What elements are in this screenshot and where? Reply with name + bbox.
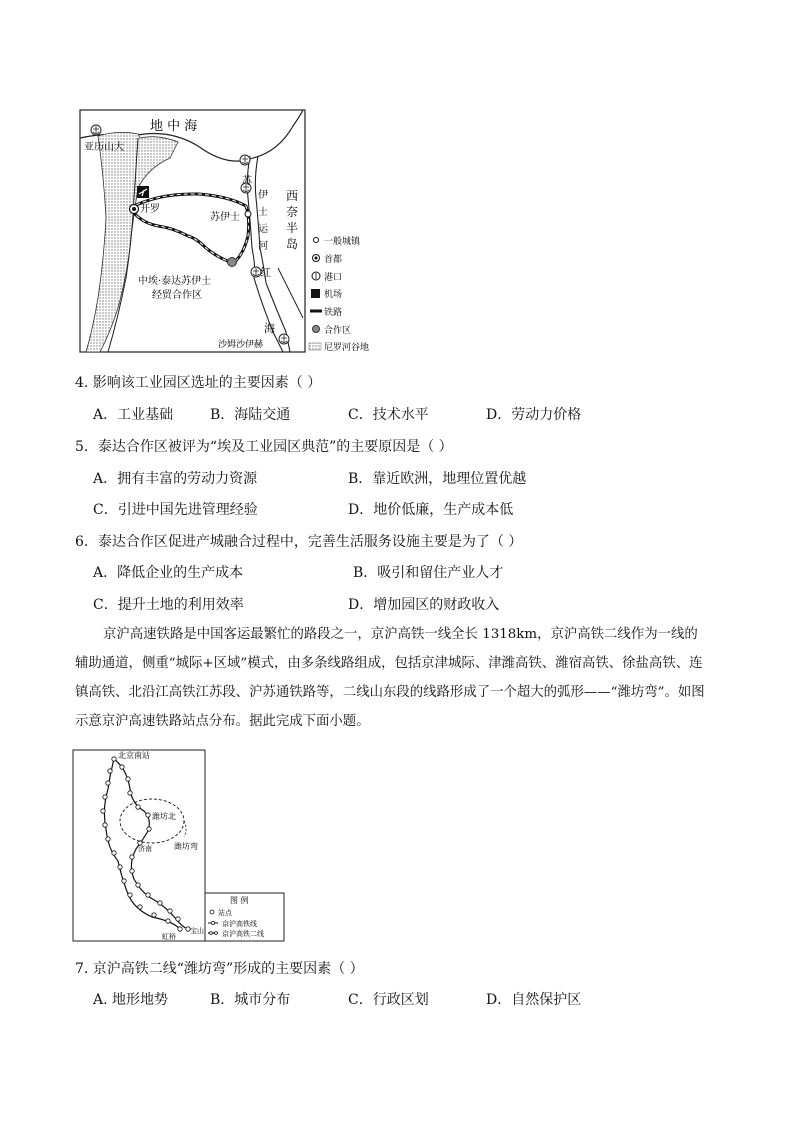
label-alexandria: 亚历山大 xyxy=(84,142,124,153)
q6-option-d[interactable]: D．增加园区的财政收入 xyxy=(348,597,500,613)
label-hongqiao: 虹桥 xyxy=(162,933,176,941)
question-5-stem: 5．泰达合作区被评为“埃及工业园区典范”的主要原因是（ ） xyxy=(75,439,453,455)
svg-text:伊: 伊 xyxy=(258,190,268,201)
svg-text:一般城镇: 一般城镇 xyxy=(324,237,361,247)
label-su: 苏 xyxy=(242,176,252,187)
q4-option-d[interactable]: D．劳动力价格 xyxy=(486,407,582,423)
svg-text:红: 红 xyxy=(260,266,271,279)
label-suez: 苏伊士 xyxy=(210,212,240,223)
label-zone-1: 中埃·泰达苏伊士 xyxy=(138,276,212,287)
q7-option-b[interactable]: B．城市分布 xyxy=(210,992,291,1008)
label-jinan: 济南 xyxy=(138,845,152,853)
svg-text:运: 运 xyxy=(258,224,268,235)
q6-option-b[interactable]: B．吸引和留住产业人才 xyxy=(353,565,504,581)
q6-option-c[interactable]: C．提升土地的利用效率 xyxy=(93,597,244,613)
svg-text:尼罗河谷地: 尼罗河谷地 xyxy=(324,343,370,353)
label-cairo: 开罗 xyxy=(140,204,160,215)
q7-option-c[interactable]: C．行政区划 xyxy=(348,992,429,1008)
passage-line-1: 京沪高速铁路是中国客运最繁忙的路段之一，京沪高铁一线全长 1318km，京沪高铁二线作为一线的 xyxy=(103,627,698,642)
hsr-map xyxy=(72,749,287,943)
passage-line-4: 示意京沪高速铁路站点分布。据此完成下面小题。 xyxy=(75,714,370,729)
label-weifang-north: 潍坊北 xyxy=(152,812,176,821)
svg-text:站点: 站点 xyxy=(218,909,232,917)
svg-text:奈: 奈 xyxy=(286,205,299,219)
capital-icon-cairo xyxy=(130,205,139,214)
question-7-stem: 7. 京沪高铁二线“潍坊弯”形成的主要因素（ ） xyxy=(75,961,364,977)
nile-valley-region xyxy=(86,132,178,352)
svg-text:铁路: 铁路 xyxy=(324,308,343,318)
q7-option-d[interactable]: D．自然保护区 xyxy=(486,992,582,1008)
svg-text:港口: 港口 xyxy=(324,273,343,283)
port-icon-portsaid xyxy=(240,155,250,165)
map1-legend xyxy=(309,235,369,353)
passage-line-3: 镇高铁、北沿江高铁江苏段、沪苏通铁路等，二线山东段的线路形成了一个超大的弧形——“潍坊弯”。如图 xyxy=(75,685,705,700)
q4-option-b[interactable]: B．海陆交通 xyxy=(210,407,291,423)
q5-option-c[interactable]: C．引进中国先进管理经验 xyxy=(93,502,258,518)
svg-text:河: 河 xyxy=(258,241,268,252)
label-beijing-south: 北京南站 xyxy=(118,751,150,760)
port-icon-alexandria xyxy=(91,125,101,135)
weifang-bend-ellipse xyxy=(120,799,184,843)
svg-text:西: 西 xyxy=(286,189,299,203)
label-weifang-bend: 潍坊弯 xyxy=(174,842,198,851)
svg-text:京沪高铁二线: 京沪高铁二线 xyxy=(222,930,264,938)
label-sharm: 沙姆沙伊赫 xyxy=(218,340,264,350)
svg-text:首都: 首都 xyxy=(324,255,343,265)
svg-text:海: 海 xyxy=(264,322,275,335)
svg-text:士: 士 xyxy=(258,207,268,218)
svg-text:合作区: 合作区 xyxy=(324,326,352,336)
label-mediterranean: 地 中 海 xyxy=(150,119,198,134)
question-6-stem: 6．泰达合作区促进产城融合过程中，完善生活服务设施主要是为了（ ） xyxy=(75,534,523,550)
q5-option-b[interactable]: B．靠近欧洲，地理位置优越 xyxy=(348,471,527,487)
label-baoshan: 宝山 xyxy=(190,927,204,935)
egypt-map xyxy=(78,108,388,356)
airport-icon xyxy=(137,186,149,198)
q5-option-a[interactable]: A．拥有丰富的劳动力资源 xyxy=(93,471,258,487)
svg-text:半: 半 xyxy=(286,221,299,235)
q7-option-a[interactable]: A. 地形地势 xyxy=(93,992,169,1008)
q4-option-a[interactable]: A．工业基础 xyxy=(93,407,174,423)
map2-legend-title: 图 例 xyxy=(230,896,249,905)
q6-option-a[interactable]: A．降低企业的生产成本 xyxy=(93,565,244,581)
zone-icon-teda xyxy=(228,258,237,267)
svg-text:机场: 机场 xyxy=(324,290,343,300)
port-icon-sharm xyxy=(279,334,289,344)
passage-line-2: 辅助通道，侧重“城际+区域”模式，由多条线路组成，包括京津城际、津潍高铁、潍宿高铁、徐盐高铁、连 xyxy=(75,656,703,671)
town-icon-suez xyxy=(245,211,251,217)
svg-text:京沪高铁线: 京沪高铁线 xyxy=(222,920,257,928)
q4-option-c[interactable]: C．技术水平 xyxy=(348,407,429,423)
q5-option-d[interactable]: D．地价低廉，生产成本低 xyxy=(348,502,514,518)
question-4-stem: 4. 影响该工业园区选址的主要因素（ ） xyxy=(75,375,322,391)
passage xyxy=(75,620,725,736)
svg-text:岛: 岛 xyxy=(286,237,299,251)
label-zone-2: 经贸合作区 xyxy=(152,290,202,301)
